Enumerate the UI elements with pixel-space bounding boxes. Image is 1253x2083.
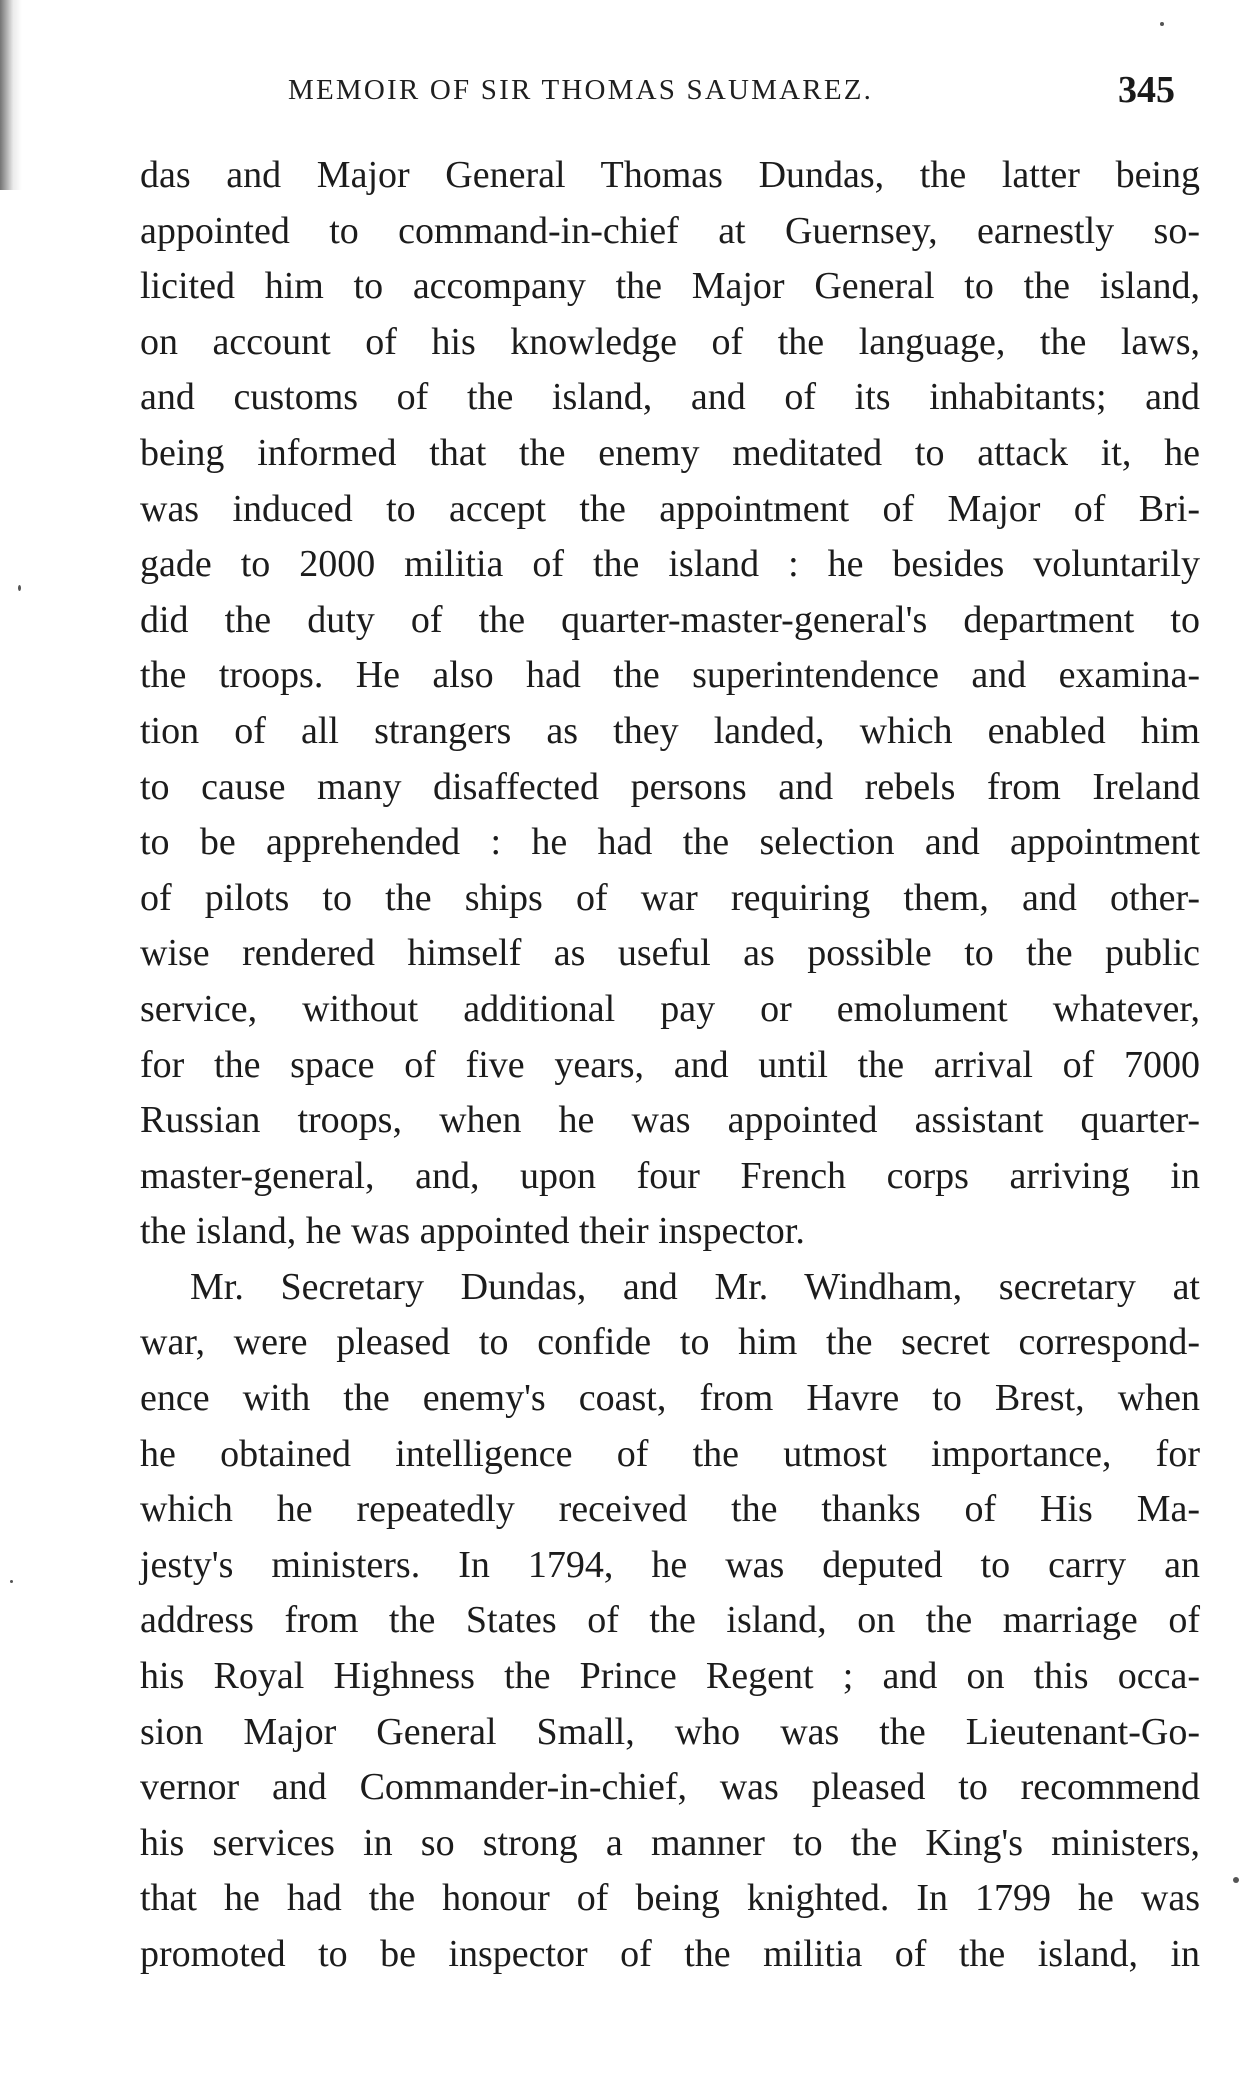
text-line: and customs of the island, and of its inhabitants; and bbox=[140, 376, 1200, 419]
text-line: jesty's ministers. In 1794, he was deputed to carry an bbox=[140, 1543, 1200, 1586]
text-line: to cause many disaffected persons and rebels from Ireland bbox=[140, 765, 1200, 808]
text-line: appointed to command-in-chief at Guernsey, earnestly so- bbox=[140, 209, 1200, 252]
text-line: was induced to accept the appointment of Major of Bri- bbox=[140, 487, 1200, 530]
text-line: master-general, and, upon four French corps arriving in bbox=[140, 1154, 1200, 1197]
text-line: service, without additional pay or emolument whatever, bbox=[140, 987, 1200, 1030]
text-line: he obtained intelligence of the utmost importance, for bbox=[140, 1432, 1200, 1475]
text-line: wise rendered himself as useful as possible to the public bbox=[140, 932, 1200, 975]
binding-edge-shadow bbox=[0, 0, 22, 190]
text-line: his services in so strong a manner to the King's ministers, bbox=[140, 1821, 1200, 1864]
text-line: war, were pleased to confide to him the secret correspond- bbox=[140, 1321, 1200, 1364]
text-line: ence with the enemy's coast, from Havre to Brest, when bbox=[140, 1377, 1200, 1420]
text-line: gade to 2000 militia of the island : he besides voluntarily bbox=[140, 543, 1200, 586]
paragraph-first-line: Mr. Secretary Dundas, and Mr. Windham, secretary at bbox=[190, 1265, 1200, 1308]
text-line: promoted to be inspector of the militia of the island, in bbox=[140, 1933, 1200, 1975]
text-line: for the space of five years, and until the arrival of 7000 bbox=[140, 1043, 1200, 1086]
text-line: which he repeatedly received the thanks of His Ma- bbox=[140, 1488, 1200, 1531]
text-line: tion of all strangers as they landed, which enabled him bbox=[140, 709, 1200, 752]
text-line: his Royal Highness the Prince Regent ; and on this occa- bbox=[140, 1655, 1200, 1698]
print-speck bbox=[1160, 22, 1164, 26]
text-line: on account of his knowledge of the language, the laws, bbox=[140, 320, 1200, 363]
text-line: sion Major General Small, who was the Lieutenant-Go- bbox=[140, 1710, 1200, 1753]
text-line: that he had the honour of being knighted. In 1799 he was bbox=[140, 1877, 1200, 1920]
print-speck bbox=[10, 1580, 13, 1583]
text-line: to be apprehended : he had the selection and appointment bbox=[140, 821, 1200, 864]
text-line: das and Major General Thomas Dundas, the latter being bbox=[140, 154, 1200, 196]
print-speck bbox=[18, 585, 21, 591]
paragraph-last-line: the island, he was appointed their inspector. bbox=[140, 1210, 805, 1253]
running-title: MEMOIR OF SIR THOMAS SAUMAREZ. bbox=[288, 74, 874, 106]
text-line: of pilots to the ships of war requiring them, and other- bbox=[140, 876, 1200, 919]
text-line: the troops. He also had the superintendence and examina- bbox=[140, 654, 1200, 697]
text-line: vernor and Commander-in-chief, was pleased to recommend bbox=[140, 1766, 1200, 1809]
text-line: address from the States of the island, on the marriage of bbox=[140, 1599, 1200, 1642]
text-line: being informed that the enemy meditated to attack it, he bbox=[140, 431, 1200, 474]
text-line: licited him to accompany the Major General to the island, bbox=[140, 265, 1200, 308]
text-line: did the duty of the quarter-master-general's department to bbox=[140, 598, 1200, 641]
text-line: Russian troops, when he was appointed assistant quarter- bbox=[140, 1099, 1200, 1142]
body-text bbox=[140, 148, 1200, 1983]
print-speck bbox=[1233, 1877, 1239, 1883]
page-number: 345 bbox=[1118, 69, 1175, 111]
